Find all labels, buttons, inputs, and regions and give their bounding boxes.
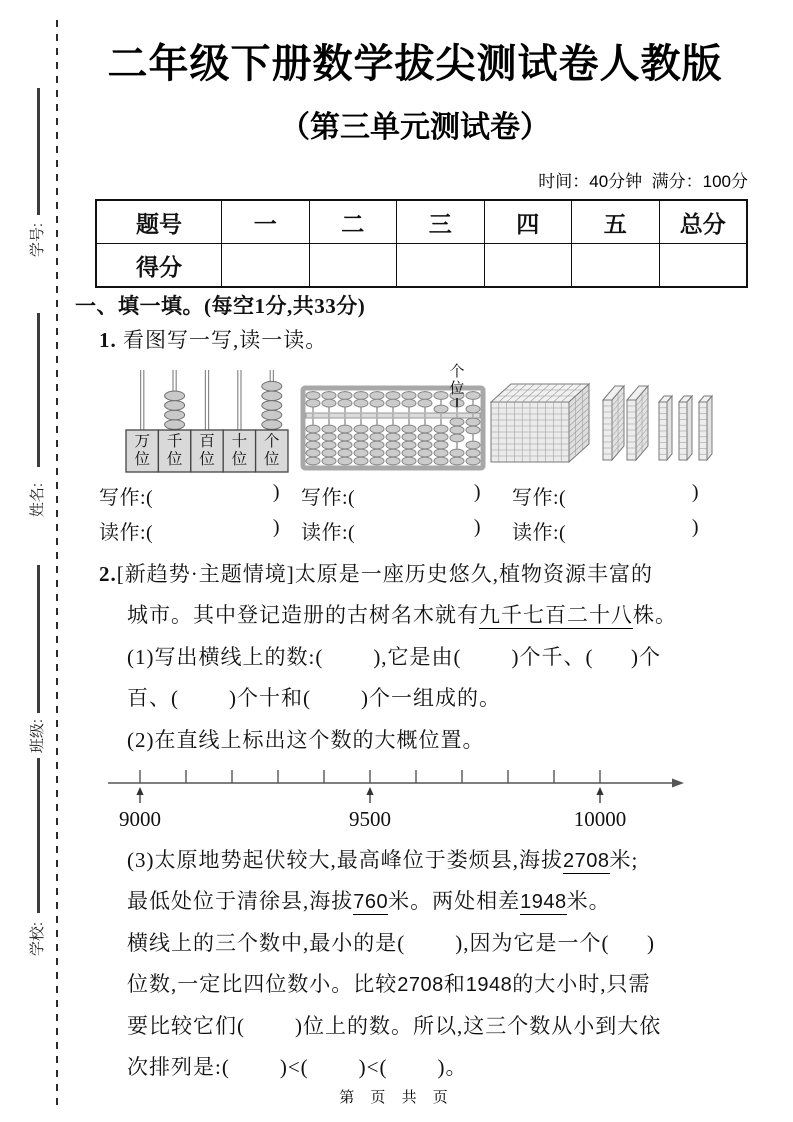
score-table-column-1: 一: [221, 201, 309, 243]
abacus-ones-column-label: 个位: [449, 364, 465, 397]
read-label: 读作:(: [512, 522, 567, 544]
text-segment: (1)写出横线上的数:( ),它是由( )个千、( )个: [127, 645, 662, 669]
score-cell-1: [309, 244, 397, 286]
exam-meta: 时间：40分钟 满分：100分: [538, 172, 748, 191]
score-cell-4: [571, 244, 659, 286]
place-value-column-label: 个位: [264, 433, 280, 468]
text-segment: (3)太原地势起伏较大,最高峰位于娄烦县,海拔: [127, 848, 563, 872]
q1-prompt: [99, 326, 327, 354]
place-value-column-label: 万位: [134, 433, 150, 468]
place-value-column-label: 百位: [199, 433, 215, 468]
q2-text-line: [99, 560, 653, 588]
place-value-figure: [118, 366, 298, 474]
text-segment: (2)在直线上标出这个数的大概位置。: [127, 728, 485, 752]
write-label: 写作:(: [99, 487, 154, 509]
paren-close: ): [691, 481, 699, 503]
text-segment: 1948: [465, 974, 513, 996]
text-segment: 九千七百二十八: [479, 603, 633, 627]
paren-close: ): [473, 481, 481, 503]
number-line-label: 9000: [119, 807, 161, 831]
score-row-label: 得分: [136, 254, 182, 280]
q2-text-line: [127, 726, 485, 754]
student-id-writing-line: [37, 88, 40, 215]
q2-text-line: [127, 601, 677, 629]
text-segment: 米;: [609, 848, 639, 872]
paren-close: ): [272, 516, 280, 538]
paren-close: ): [473, 516, 481, 538]
q3-text-line: [127, 887, 611, 916]
score-cell-2: [396, 244, 484, 286]
text-segment: 760: [353, 891, 389, 913]
q2-text-line: [127, 684, 501, 712]
text-segment: 2708: [397, 974, 444, 996]
score-cell-3: [484, 244, 572, 286]
class-label: 班级:: [29, 718, 46, 754]
q1-write-blank-3: [512, 481, 699, 510]
text-segment: 位数,一定比四位数小。比较: [127, 972, 398, 996]
class-writing-line: [37, 565, 40, 713]
number-line-label: 10000: [573, 807, 627, 831]
text-segment: 次排列是:( )<( )<( )。: [127, 1055, 468, 1079]
base-ten-blocks-figure: [487, 372, 715, 468]
q1-read-blank-2: [301, 516, 481, 545]
number-line-figure: [92, 756, 702, 832]
q1-read-blank-3: [512, 516, 699, 545]
student-name-label: 姓名:: [29, 482, 46, 518]
score-table-column-4: 四: [484, 201, 572, 243]
text-segment: 城市。其中登记造册的古树名木就有: [127, 603, 479, 627]
q1-write-blank-1: [99, 481, 280, 510]
text-segment: 株。: [633, 603, 677, 627]
text-segment: 的大小时,只需: [512, 972, 651, 996]
number-line-label: 9500: [349, 807, 391, 831]
school-writing-line: [37, 758, 40, 913]
student-id-label: 学号:: [29, 222, 46, 258]
score-table-header-row: [97, 201, 746, 243]
paren-close: ): [272, 481, 280, 503]
text-segment: 要比较它们( )位上的数。所以,这三个数从小到大依: [127, 1014, 662, 1038]
text-segment: 1948: [520, 891, 567, 913]
score-cell-0: [221, 244, 309, 286]
score-table: [95, 199, 748, 288]
write-label: 写作:(: [301, 487, 356, 509]
q2-text-line: [127, 643, 661, 671]
score-table-column-2: 二: [309, 201, 397, 243]
text-segment: 和: [443, 972, 466, 996]
score-table-column-3: 三: [396, 201, 484, 243]
text-segment: 2708: [563, 850, 610, 872]
page-footer: 第 页 共 页: [339, 1089, 454, 1106]
text-segment: 百、( )个十和( )个一组成的。: [127, 686, 501, 710]
text-segment: 看图写一写,读一读。: [123, 328, 328, 352]
text-segment: 2.: [99, 562, 117, 586]
cut-dashed-line: [56, 20, 58, 1108]
score-table-column-5: 五: [571, 201, 659, 243]
page-title: 二年级下册数学拔尖测试卷人教版: [107, 42, 723, 86]
q3-text-line: [127, 929, 655, 957]
place-value-column-label: 千位: [166, 433, 183, 468]
text-segment: 米。: [566, 889, 611, 913]
q3-text-line: [127, 846, 638, 875]
text-segment: 米。两处相差: [388, 889, 521, 913]
abacus-label-pointer: [456, 398, 458, 407]
q1-read-blank-1: [99, 516, 280, 545]
q3-text-line: [127, 970, 651, 999]
q1-write-blank-2: [301, 481, 481, 510]
text-segment: 横线上的三个数中,最小的是( ),因为它是一个( ): [127, 931, 655, 955]
place-value-column-label: 十位: [231, 433, 248, 468]
text-segment: 1.: [99, 328, 123, 352]
read-label: 读作:(: [99, 522, 154, 544]
page-subtitle: （第三单元测试卷）: [280, 111, 550, 144]
q3-text-line: [127, 1053, 467, 1081]
text-segment: 最低处位于清徐县,海拔: [127, 889, 354, 913]
student-name-writing-line: [37, 313, 40, 467]
read-label: 读作:(: [301, 522, 356, 544]
text-segment: [新趋势·主题情境]太原是一座历史悠久,植物资源丰富的: [116, 562, 653, 586]
score-table-column-0: 题号: [136, 211, 182, 237]
score-table-score-row: [97, 243, 746, 286]
score-table-column-6: 总分: [659, 201, 747, 243]
score-cell-5: [659, 244, 747, 286]
section-one-heading: 一、填一填。(每空1分,共33分): [75, 294, 366, 318]
write-label: 写作:(: [512, 487, 567, 509]
school-label: 学校:: [29, 921, 46, 957]
paren-close: ): [691, 516, 699, 538]
q3-text-line: [127, 1012, 661, 1040]
